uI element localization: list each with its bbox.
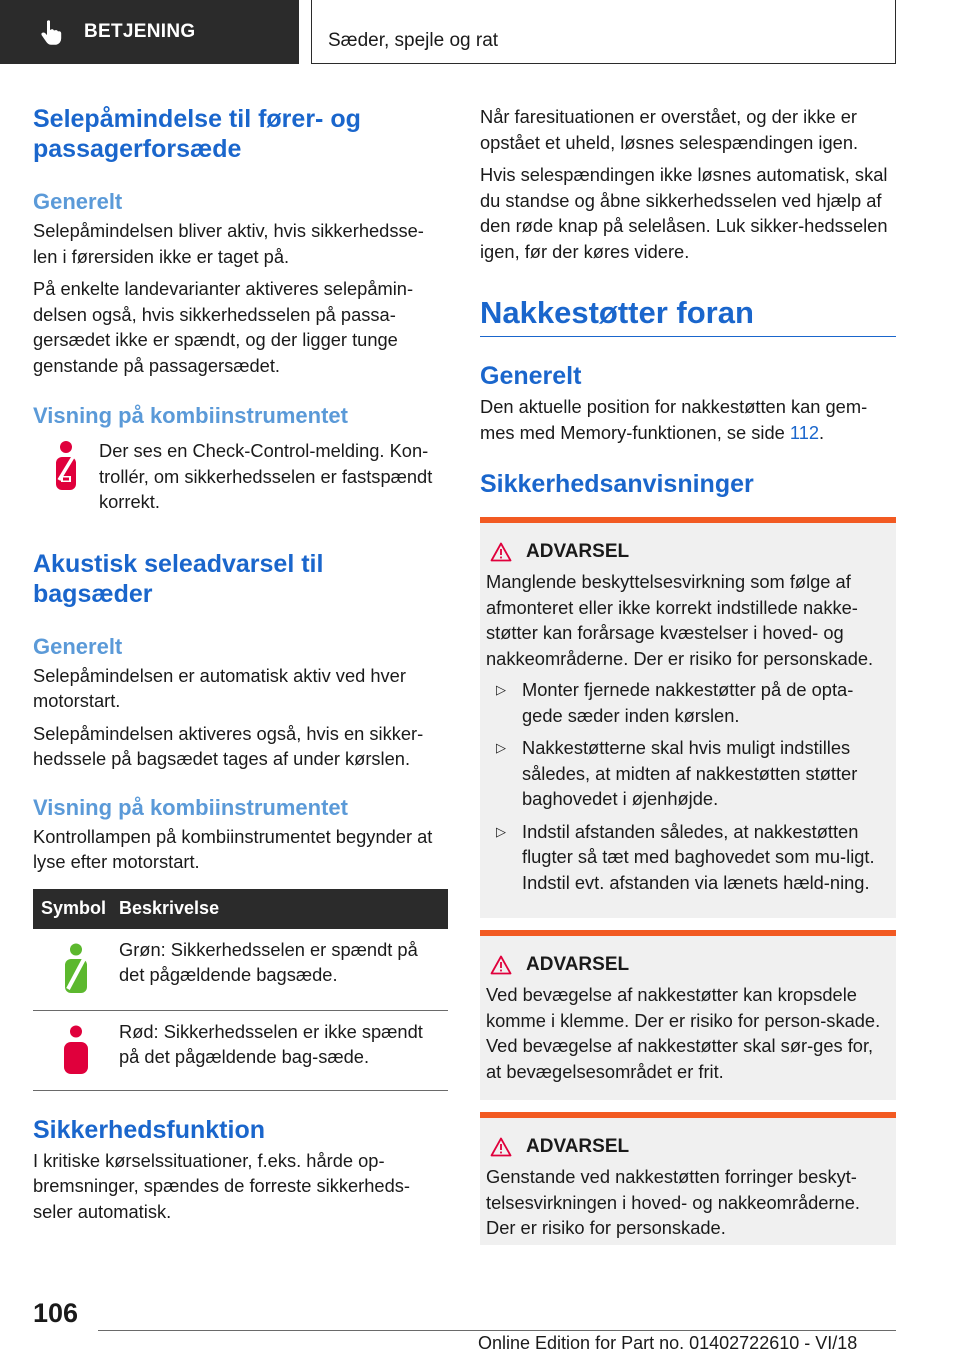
- heading-safety-function: Sikkerhedsfunktion: [33, 1115, 265, 1144]
- table-header-row: [33, 889, 448, 929]
- heading-seatbelt-reminder: Selepåmindelse til fører- og passagerforsæde: [33, 105, 361, 163]
- warning-text: Manglende beskyttelsesvirkning som følge af afmonteret eller ikke korrekt indstillede nakke-støtter kan forårsage kvæstelser i hoved- og nakkeområderne. Der er risiko for personskade.: [486, 571, 874, 669]
- subheading-display-2: Visning på kombiinstrumentet: [33, 794, 348, 820]
- table-cell-description: [119, 1010, 448, 1090]
- paragraph: Selepåmindelsen er automatisk aktiv ved hver motorstart.: [33, 664, 406, 711]
- warning-box-1: [480, 517, 896, 918]
- heading-front-headrests: Nakkestøtter foran: [480, 295, 754, 330]
- warning-title: ADVARSEL: [526, 954, 630, 975]
- footer-rule: [98, 1330, 896, 1331]
- seatbelt-fastened-green-icon: [63, 943, 89, 995]
- list-item: [486, 677, 888, 728]
- table-cell-symbol: [33, 929, 119, 1011]
- paragraph-text: Den aktuelle position for nakkestøtten kan gem-mes med Memory-funktionen, se side: [480, 396, 868, 443]
- table-text: Rød: Sikkerhedsselen er ikke spændt på det pågældende bag-sæde.: [119, 1020, 423, 1067]
- page-number: 106: [33, 1298, 79, 1328]
- table-header-symbol: Symbol: [33, 889, 119, 929]
- table-cell-description: [119, 929, 448, 1011]
- table-text: Grøn: Sikkerhedsselen er spændt på det pågældende bagsæde.: [119, 938, 418, 985]
- bullet-triangle-icon: ▷: [496, 740, 506, 755]
- table-header-description: Beskrivelse: [119, 889, 448, 929]
- warning-text: Genstande ved nakkestøtten forringer beskyt-telsesvirkningen i hoved- og nakkeområderne. Der er risiko for personskade.: [486, 1166, 860, 1238]
- paragraph: Selepåmindelsen bliver aktiv, hvis sikkerhedsse-len i førersiden ikke er taget på.: [33, 220, 424, 267]
- heading-safety-notes: Sikkerhedsanvisninger: [480, 470, 754, 498]
- list-item: [486, 819, 888, 896]
- table-cell-symbol: [33, 1010, 119, 1090]
- subheading-general-1: Generelt: [33, 189, 123, 214]
- warning-triangle-icon: [490, 1137, 512, 1157]
- table-row: [33, 1010, 448, 1090]
- paragraph: Når faresituationen er overstået, og der ikke er opstået et uheld, løsnes selespændingen igen.: [480, 106, 859, 153]
- paragraph: På enkelte landevarianter aktiveres selepåmin-delsen også, hvis sikkerhedsselen på passa-gersædet ikke er spændt, og der ligger tunge genstande på passagersædet.: [33, 278, 414, 376]
- chapter-title: Sæder, spejle og rat: [328, 30, 499, 51]
- table-row: [33, 929, 448, 1011]
- icon-text-row: [33, 438, 448, 515]
- page-reference-link[interactable]: 112: [789, 421, 820, 443]
- paragraph: [480, 394, 896, 445]
- header-chapter-box: [311, 0, 896, 64]
- list-item: [486, 735, 888, 812]
- subheading-display-1: Visning på kombiinstrumentet: [33, 403, 348, 428]
- seatbelt-unfastened-red-icon: [62, 1025, 90, 1075]
- symbol-table: [33, 889, 448, 1091]
- heading-rear-seatbelt-warning: Akustisk seleadvarsel til bagsæder: [33, 549, 324, 608]
- paragraph: Kontrollampen på kombiinstrumentet begynder at lyse efter motorstart.: [33, 825, 433, 872]
- header-section-tab: [0, 0, 299, 64]
- paragraph: I kritiske kørselssituationer, f.eks. hårde op-bremsninger, spændes de forreste sikkerheds-seler automatisk.: [33, 1149, 410, 1222]
- subheading-general-3: Generelt: [480, 362, 582, 390]
- warning-title: ADVARSEL: [526, 1136, 630, 1157]
- warning-list: [486, 677, 888, 895]
- section-label: BETJENING: [84, 21, 196, 42]
- left-column: [33, 104, 448, 1224]
- hand-pointer-icon: [38, 18, 66, 46]
- warning-box-2: [480, 930, 896, 1100]
- paragraph: Der ses en Check-Control-melding. Kon-trollér, om sikkerhedsselen er fastspændt korrekt.: [99, 440, 433, 512]
- list-item-text: Nakkestøtterne skal hvis muligt indstilles således, at midten af nakkestøtten støtter baghovedet i øjenhøjde.: [522, 737, 858, 809]
- footer-edition: Online Edition for Part no. 01402722610 - VI/18: [478, 1333, 858, 1353]
- warning-triangle-icon: [490, 542, 512, 562]
- warning-triangle-icon: [490, 955, 512, 975]
- bullet-triangle-icon: ▷: [496, 682, 506, 697]
- paragraph: Selepåmindelsen aktiveres også, hvis en sikker-hedssele på bagsædet tages af under kørslen.: [33, 722, 424, 769]
- subheading-general-2: Generelt: [33, 633, 123, 659]
- list-item-text: Monter fjernede nakkestøtter på de opta-gede sæder inden kørslen.: [522, 679, 854, 726]
- paragraph-text: .: [819, 421, 825, 443]
- paragraph: Hvis selespændingen ikke løsnes automatisk, skal du standse og åbne sikkerhedsselen ved hjælp af den røde knap på selelåsen. Luk sikker-hedsselen igen, før der køres videre.: [480, 164, 888, 262]
- heading-rule: [480, 336, 896, 337]
- warning-text: Ved bevægelse af nakkestøtter kan kropsdele komme i klemme. Der er risiko for person-skade. Ved bevægelse af nakkestøtter skal sør-ges for, at bevægelsesområdet er frit.: [486, 984, 881, 1082]
- list-item-text: Indstil afstanden således, at nakkestøtten flugter så tæt med baghovedet som mu-ligt. Indstil evt. afstanden via lænets hæld-ning.: [522, 820, 875, 893]
- bullet-triangle-icon: ▷: [496, 823, 506, 839]
- warning-box-3: [480, 1112, 896, 1245]
- right-column: [480, 104, 896, 1245]
- warning-title: ADVARSEL: [526, 541, 630, 562]
- seatbelt-warning-icon: [53, 440, 79, 494]
